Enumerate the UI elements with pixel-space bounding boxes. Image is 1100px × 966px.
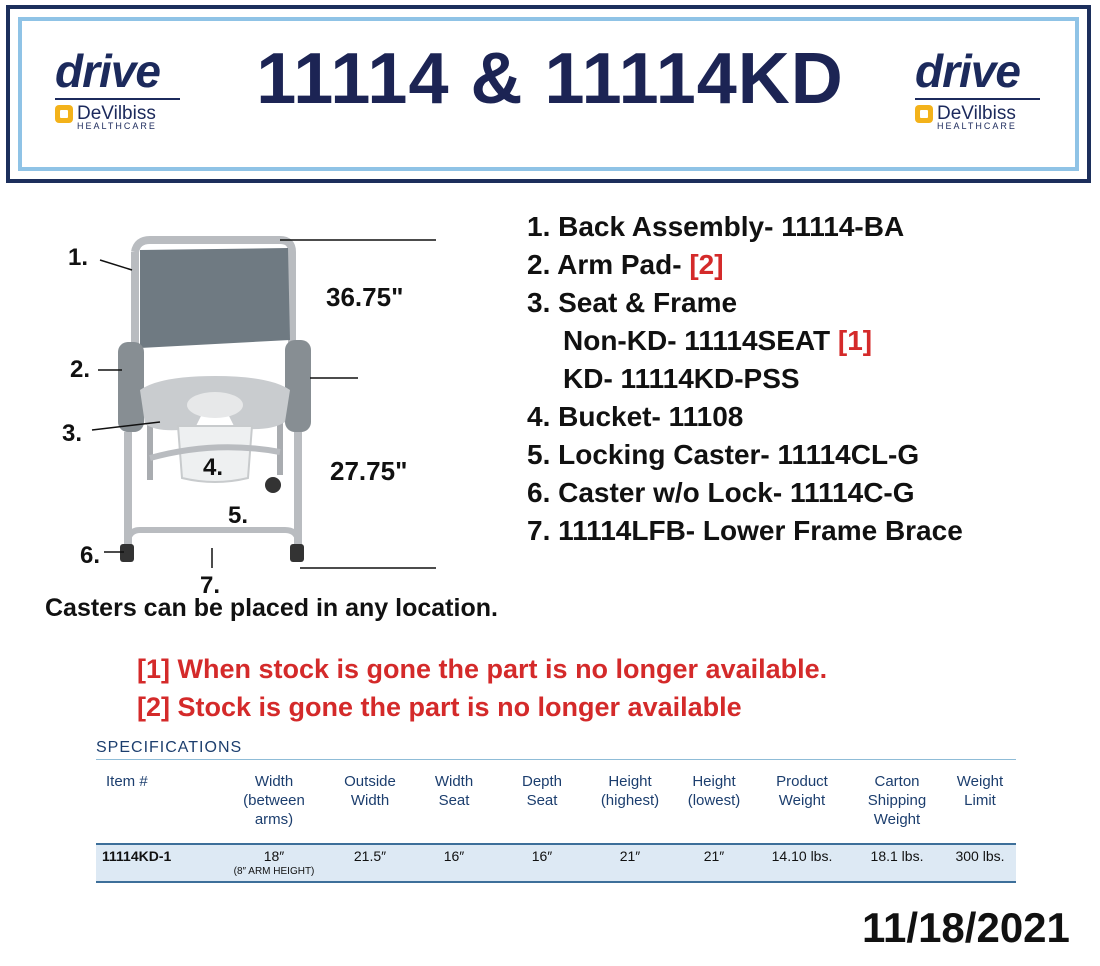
devilbiss-mark-icon xyxy=(55,105,73,123)
logo-healthcare: HEALTHCARE xyxy=(77,121,157,131)
header-outside-width: Outside Width xyxy=(344,773,396,809)
part-seat-non-kd-note: [1] xyxy=(837,325,873,356)
header-width-between-arms: Width (between arms) xyxy=(243,773,305,828)
logo-word: drive xyxy=(55,45,160,97)
part-caster-no-lock: 6. Caster w/o Lock- 11114C-G xyxy=(527,477,915,508)
chair-diagram xyxy=(0,190,520,610)
part-back-assembly: 1. Back Assembly- 11114-BA xyxy=(527,211,905,242)
drive-devilbiss-logo-left xyxy=(55,45,185,138)
note-2: [2] Stock is gone the part is no longer available xyxy=(137,692,742,722)
part-seat-non-kd-label: Non-KD- 11114SEAT xyxy=(563,325,838,356)
drive-devilbiss-logo-right xyxy=(915,45,1045,138)
cell-weight-limit: 300 lbs. xyxy=(955,848,1005,864)
header-height-lowest: Height (lowest) xyxy=(687,773,741,809)
logo-rule xyxy=(55,98,180,100)
callout-5: 5. xyxy=(228,502,249,529)
specifications-title: SPECIFICATIONS xyxy=(96,739,243,756)
part-arm-pad-label: 2. Arm Pad- xyxy=(527,249,690,280)
callout-7: 7. xyxy=(200,572,221,599)
header-depth-seat: Depth Seat xyxy=(521,773,563,809)
cell-outside-width: 21.5″ xyxy=(353,848,387,864)
dimension-overall-height: 36.75" xyxy=(326,282,404,312)
cell-height-highest: 21″ xyxy=(619,848,641,864)
devilbiss-mark-icon xyxy=(915,105,933,123)
callout-4: 4. xyxy=(203,454,224,481)
logo-brand: DeVilbiss xyxy=(77,103,156,124)
casters-note: Casters can be placed in any location. xyxy=(45,594,498,622)
cell-item: 11114KD-1 xyxy=(102,848,172,864)
dimension-arm-height: 27.75" xyxy=(330,456,408,486)
cell-carton-shipping-weight: 18.1 lbs. xyxy=(870,848,924,864)
cell-depth-seat: 16″ xyxy=(531,848,553,864)
header-height-highest: Height (highest) xyxy=(600,773,660,809)
header-weight-limit: Weight Limit xyxy=(956,773,1004,809)
revision-date: 11/18/2021 xyxy=(862,904,1070,951)
specifications-rule xyxy=(96,759,1016,760)
part-arm-pad-note: [2] xyxy=(689,249,724,280)
part-seat-kd: KD- 11114KD-PSS xyxy=(563,363,800,394)
header-item: Item # xyxy=(106,773,148,790)
logo-word: drive xyxy=(915,45,1020,97)
part-locking-caster: 5. Locking Caster- 11114CL-G xyxy=(527,439,920,470)
callout-3: 3. xyxy=(62,420,83,447)
cell-width-between-arms: 18″ xyxy=(263,848,285,864)
part-seat-frame: 3. Seat & Frame xyxy=(527,287,738,318)
logo-brand: DeVilbiss xyxy=(937,103,1016,124)
callout-2: 2. xyxy=(70,356,91,383)
callout-6: 6. xyxy=(80,542,101,569)
cell-width-seat: 16″ xyxy=(443,848,465,864)
cell-product-weight: 14.10 lbs. xyxy=(771,848,833,864)
part-arm-pad xyxy=(527,246,963,284)
callout-1: 1. xyxy=(68,244,89,271)
part-seat-non-kd xyxy=(527,322,963,360)
cell-arm-height-note: (8″ ARM HEIGHT) xyxy=(233,866,315,877)
parts-list xyxy=(527,208,963,550)
header-width-seat: Width Seat xyxy=(434,773,474,809)
part-lower-frame-brace: 7. 11114LFB- Lower Frame Brace xyxy=(527,515,963,546)
header-carton-shipping-weight: Carton Shipping Weight xyxy=(867,773,927,828)
logo-rule xyxy=(915,98,1040,100)
cell-height-lowest: 21″ xyxy=(703,848,725,864)
note-1: [1] When stock is gone the part is no longer available. xyxy=(137,654,828,684)
availability-notes xyxy=(137,650,827,726)
page-title: 11114 & 11114KD xyxy=(256,39,844,119)
logo-healthcare: HEALTHCARE xyxy=(937,121,1017,131)
part-bucket: 4. Bucket- 11108 xyxy=(527,401,744,432)
spec-row-bottom-border xyxy=(96,881,1016,883)
header-product-weight: Product Weight xyxy=(776,773,828,809)
